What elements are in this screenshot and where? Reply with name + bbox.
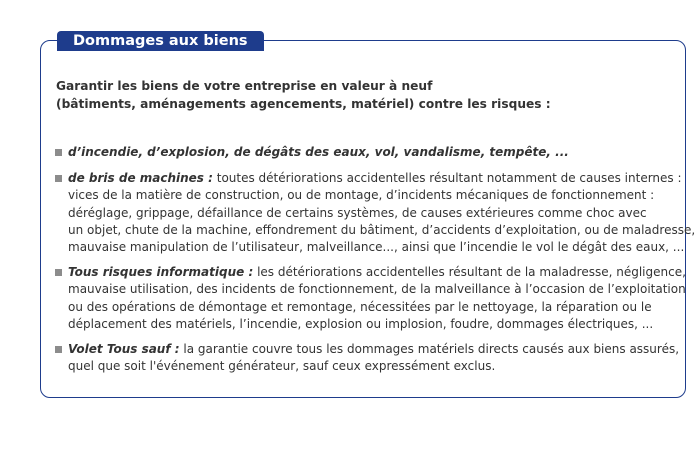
item-text-line: mauvaise utilisation, des incidents de fonctionnement, de la malveillance à l’occasion de l’exploitation [68, 282, 686, 297]
item-text-line: ou des opérations de démontage et remontage, nécessitées par le nettoyage, la réparation ou le [68, 299, 652, 314]
list-item-incendie [55, 144, 685, 161]
square-bullet-icon [55, 175, 62, 182]
item-text: toutes détériorations accidentelles résultant notamment de causes internes : [212, 171, 682, 186]
item-lead: Volet Tous sauf : [68, 342, 180, 357]
square-bullet-icon [55, 269, 62, 276]
item-lead: Tous risques informatique : [68, 265, 254, 280]
list-item-tous-sauf [55, 341, 685, 375]
item-text-line: déréglage, grippage, défaillance de certains systèmes, de causes extérieures comme choc avec [68, 205, 647, 220]
item-text-line: un objet, chute de la machine, effondrement du bâtiment, d’accidents d’exploitation, ou de maladresse, [68, 222, 695, 237]
item-text-line: vices de la matière de construction, ou de montage, d’incidents mécaniques de fonctionnement : [68, 188, 655, 203]
intro-line: Garantir les biens de votre entreprise en valeur à neuf [56, 79, 433, 93]
item-text-line: quel que soit l'événement générateur, sauf ceux expressément exclus. [68, 359, 496, 374]
intro-text [56, 77, 676, 113]
item-text-line: déplacement des matériels, l’incendie, explosion ou implosion, foudre, dommages électriques, ... [68, 316, 654, 331]
intro-line: (bâtiments, aménagements agencements, matériel) contre les risques : [56, 97, 551, 111]
risk-list [55, 144, 695, 383]
list-item-bris-machines [55, 170, 695, 256]
panel-title: Dommages aux biens [57, 31, 264, 51]
item-lead: de bris de machines : [68, 171, 213, 186]
item-text: la garantie couvre tous les dommages matériels directs causés aux biens assurés, [179, 342, 680, 357]
square-bullet-icon [55, 149, 62, 156]
item-text: les détériorations accidentelles résultant de la maladresse, négligence, [253, 265, 686, 280]
square-bullet-icon [55, 346, 62, 353]
item-text-line: mauvaise manipulation de l’utilisateur, malveillance..., ainsi que l’incendie le vol le dégât des eaux, ... [68, 240, 685, 255]
item-lead: d’incendie, d’explosion, de dégâts des eaux, vol, vandalisme, tempête, ... [68, 145, 569, 159]
list-item-informatique [55, 264, 685, 333]
